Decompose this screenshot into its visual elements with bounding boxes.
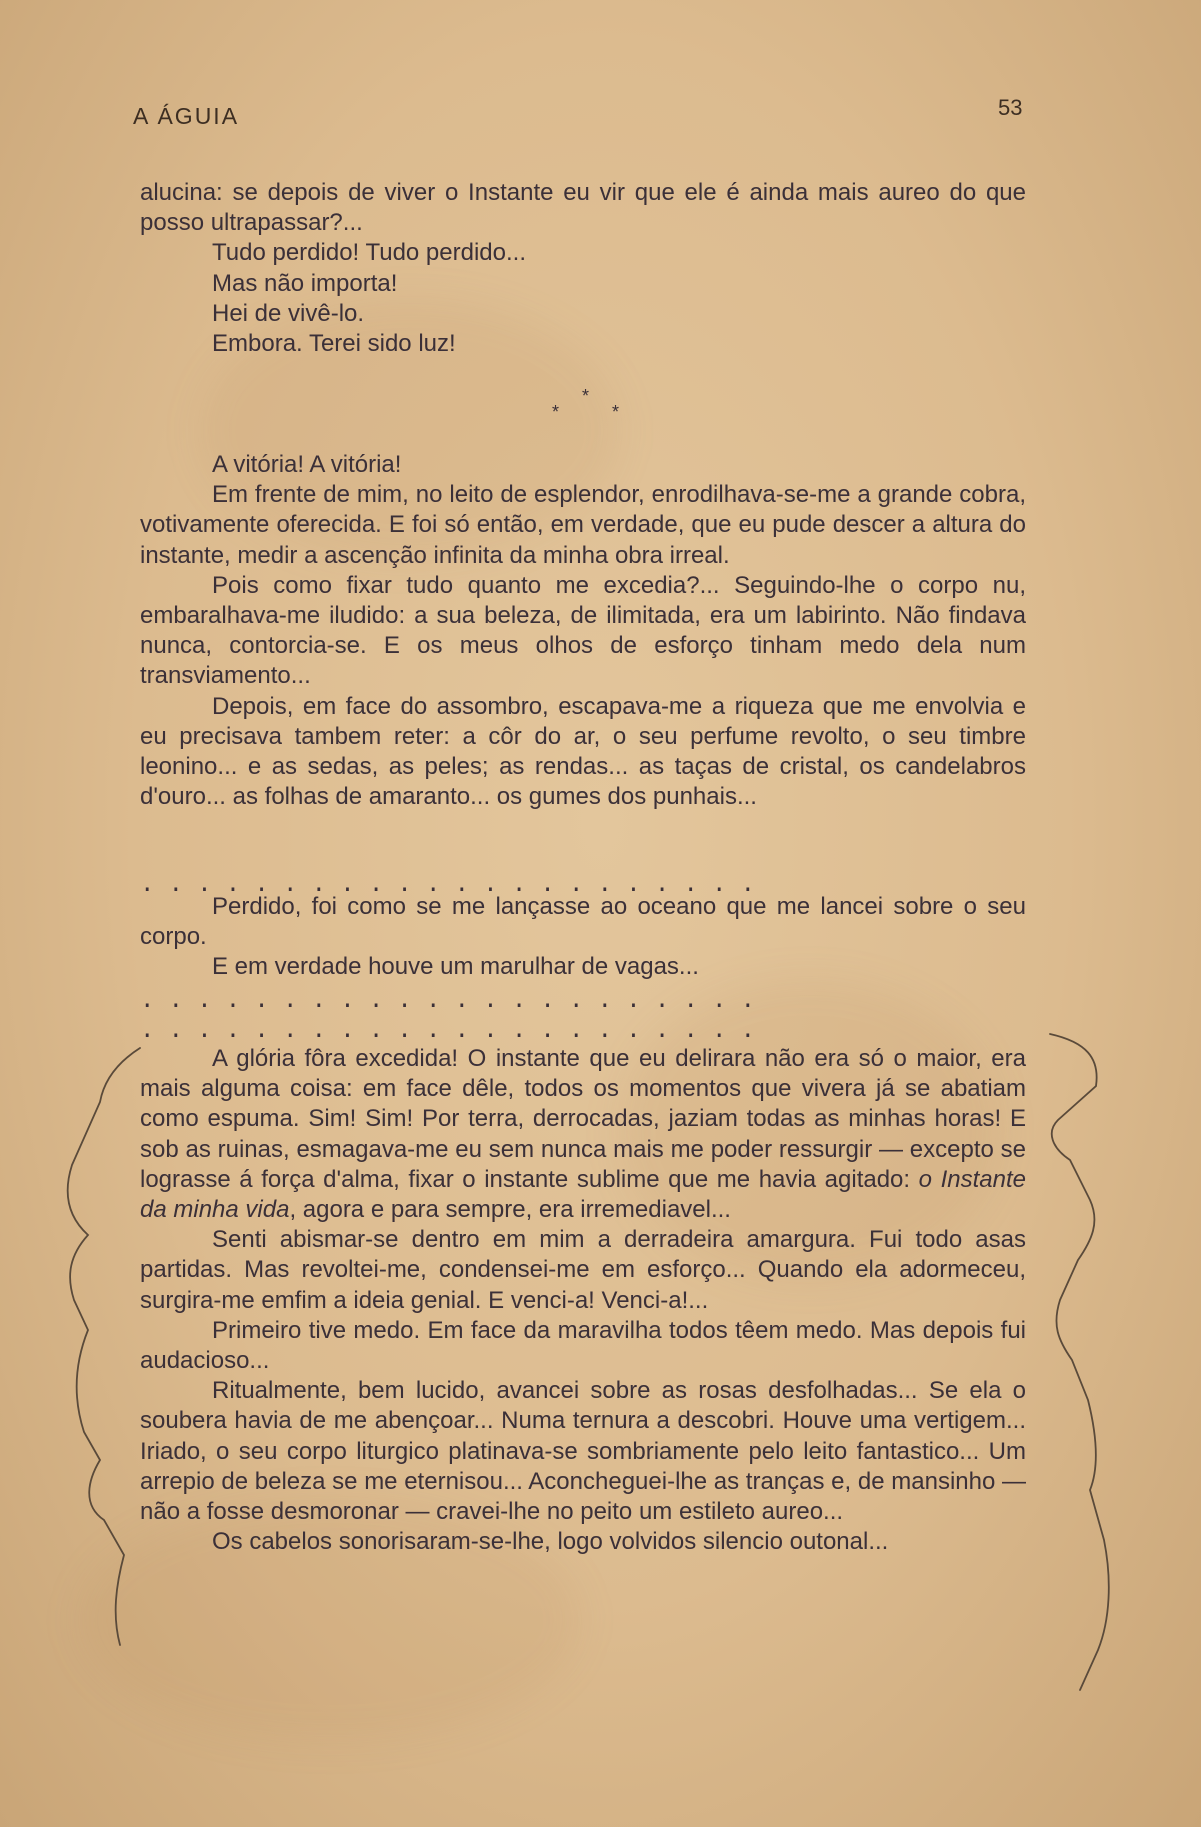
paragraph: Pois como fixar tudo quanto me excedia?... Seguindo-lhe o corpo nu, embaralhava-me iludido: a sua beleza, de ilimitada, era um labirinto. Não findava nunca, contorcia-se. E os meus olhos de esforço tinham medo dela num transviamento... bbox=[140, 571, 1026, 690]
text-run: , agora e para sempre, era irremediavel... bbox=[289, 1196, 731, 1224]
text-run: A glória fôra excedida! O instante que eu delirara não era só o maior, era mais alguma coisa: em face dêle, todos os momentos que vivera já se abatiam como espuma. Sim! Sim! Por terra, derrocadas, jaziam todas as minhas horas! E sob as ruinas, esmagava-me eu sem nunca mais me poder ressurgir — excepto se lograsse á força d'alma, fixar o instante sublime que me havia agitado: bbox=[140, 1045, 1026, 1193]
page-number: 53 bbox=[998, 95, 1023, 120]
dot-leader: ...................... bbox=[140, 1022, 770, 1042]
asterisk: * bbox=[552, 402, 560, 422]
paragraph: Mas não importa! bbox=[212, 269, 398, 297]
left-bracket-mark bbox=[68, 1048, 140, 1645]
paragraph: Os cabelos sonorisaram-se-lhe, logo volvidos silencio outonal... bbox=[212, 1528, 889, 1556]
paragraph: Hei de vivê-lo. bbox=[212, 299, 365, 327]
paragraph: Embora. Terei sido luz! bbox=[212, 330, 456, 358]
paragraph: Em frente de mim, no leito de esplendor, enrodilhava-se-me a grande cobra, votivamente oferecida. E foi só então, em verdade, que eu pude descer a altura do instante, medir a ascenção infinita da minha obra irreal. bbox=[140, 481, 1026, 569]
paragraph: E em verdade houve um marulhar de vagas... bbox=[212, 953, 699, 981]
paragraph: Depois, em face do assombro, escapava-me a riqueza que me envolvia e eu precisava tambem reter: a côr do ar, o seu perfume revolto, o seu timbre leonino... e as sedas, as peles; as rendas... as taças de cristal, os candelabros d'ouro... as folhas de amaranto... os gumes dos punhais... bbox=[140, 692, 1026, 811]
italic-phrase: o Instante da minha vida bbox=[140, 1165, 1026, 1224]
asterisk: * bbox=[582, 386, 590, 406]
paragraph: Senti abismar-se dentro em mim a derradeira amargura. Fui todo asas partidas. Mas revoltei-me, condensei-me em esforço... Quando ela adormeceu, surgira-me emfim a ideia genial. E venci-a! Venci-a!... bbox=[140, 1226, 1026, 1314]
paragraph: A vitória! A vitória! bbox=[212, 451, 402, 478]
right-bracket-mark bbox=[1050, 1034, 1109, 1690]
paragraph: Perdido, foi como se me lançasse ao oceano que me lancei sobre o seu corpo. bbox=[140, 893, 1026, 951]
running-header: A ÁGUIA bbox=[133, 103, 240, 129]
dot-leader: ...................... bbox=[140, 992, 770, 1012]
paragraph: alucina: se depois de viver o Instante eu vir que ele é ainda mais aureo do que posso ultrapassar?... bbox=[140, 179, 1026, 237]
asterisk: * bbox=[612, 402, 620, 422]
dot-leader: ...................... bbox=[140, 876, 770, 896]
paragraph: Ritualmente, bem lucido, avancei sobre as rosas desfolhadas... Se ela o soubera havia de me abençoar... Numa ternura a descobri. Houve uma vertigem... Iriado, o seu corpo liturgico platinava-se sombriamente pelo leito fantastico... Um arrepio de beleza se me eternisou... Aconcheguei-lhe as tranças e, de mansinho — não a fosse desmoronar — cravei-lhe no peito um estileto aureo... bbox=[140, 1377, 1026, 1526]
paragraph: Primeiro tive medo. Em face da maravilha todos têem medo. Mas depois fui audacioso... bbox=[140, 1316, 1026, 1375]
paragraph: Tudo perdido! Tudo perdido... bbox=[212, 239, 526, 267]
